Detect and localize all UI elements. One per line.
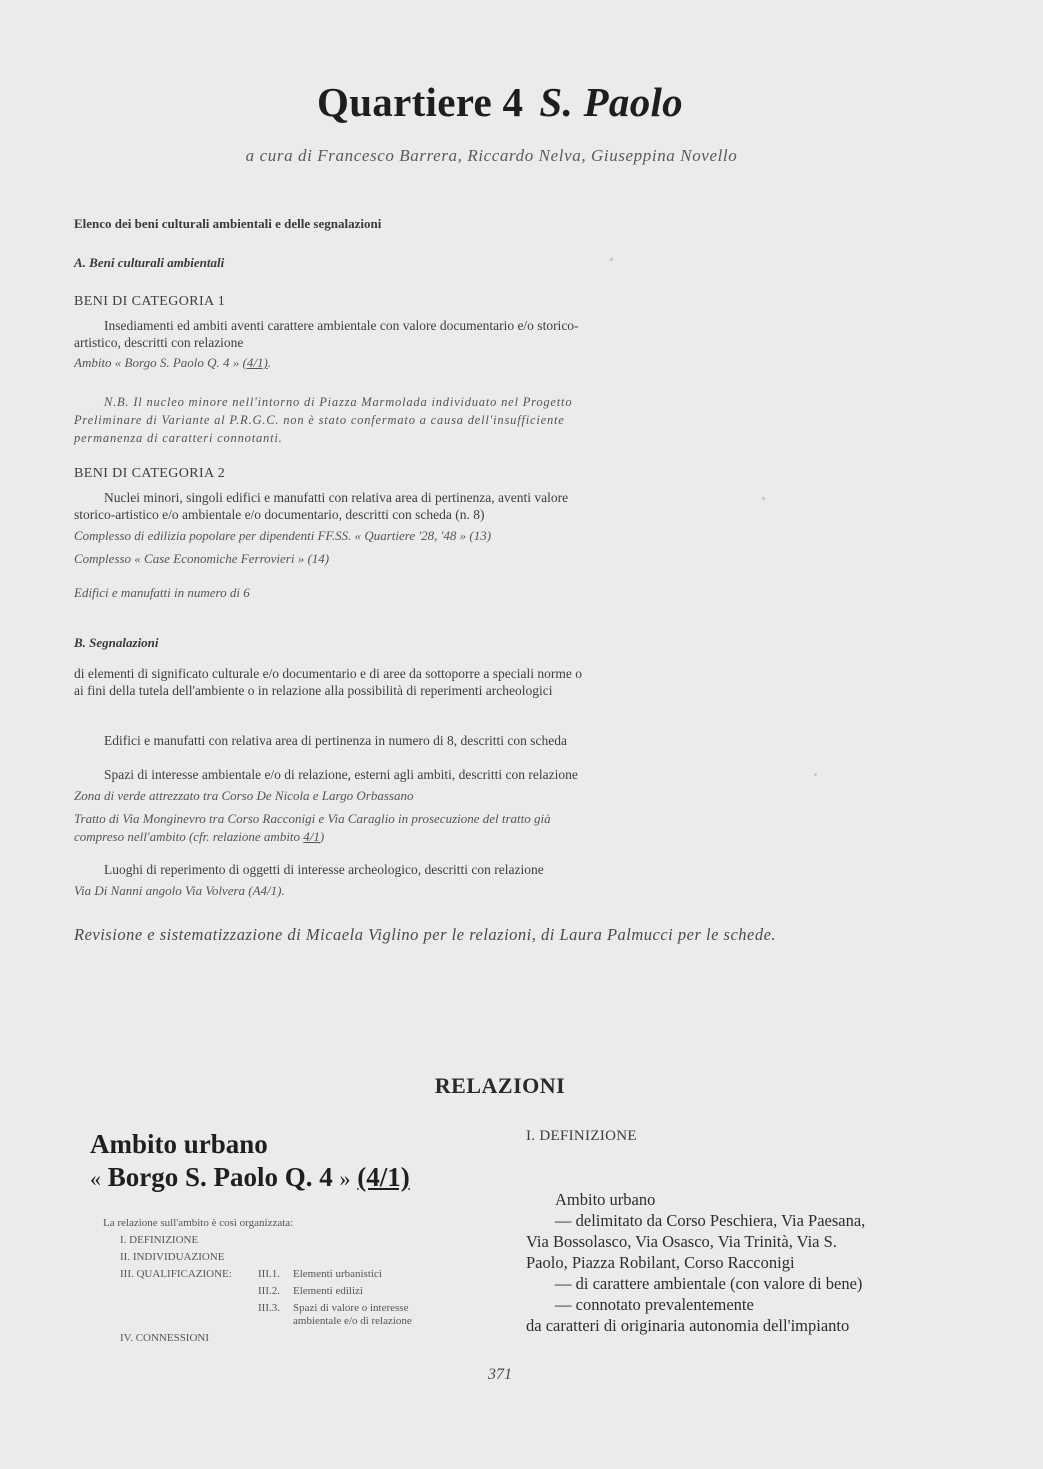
speck	[814, 773, 817, 776]
category-1-label: BENI DI CATEGORIA 1	[74, 294, 226, 309]
category-2-item: Complesso di edilizia popolare per dipendenti FF.SS. « Quartiere '28, '48 » (13)	[74, 528, 492, 543]
category-1-description	[74, 317, 674, 351]
toc-subitem-line: Spazi di valore o interesse	[293, 1302, 409, 1314]
toc-subitem-num: III.1.	[258, 1268, 280, 1280]
toc-subitem: Elementi urbanistici	[293, 1268, 382, 1280]
quote-open: «	[90, 1166, 101, 1191]
ambito-name: Borgo S. Paolo Q. 4	[107, 1162, 333, 1192]
toc-subitem-line: ambientale e/o di relazione	[293, 1315, 412, 1327]
category-1-desc-line: Insediamenti ed ambiti aventi carattere ambientale con valore documentario e/o storico-	[104, 318, 579, 333]
category-2-item: Complesso « Case Economiche Ferrovieri » (14)	[74, 551, 330, 566]
section-b-line: di elementi di significato culturale e/o documentario e di aree da sottoporre a speciali norme o	[74, 666, 582, 681]
page-title	[0, 78, 1000, 126]
authors-line: a cura di Francesco Barrera, Riccardo Nelva, Giuseppina Novello	[245, 146, 738, 165]
nb-note	[74, 393, 674, 447]
ambito-title-line: Ambito urbano	[90, 1129, 268, 1159]
section-a-heading: A. Beni culturali ambientali	[74, 255, 225, 270]
category-2-item: Edifici e manufatti in numero di 6	[74, 585, 250, 600]
item-text: Ambito « Borgo S. Paolo Q. 4 »	[74, 355, 243, 370]
ambito-title-line	[90, 1161, 410, 1195]
section-b-spazi: Spazi di interesse ambientale e/o di relazione, esterni agli ambiti, descritti con relazione	[104, 767, 578, 782]
toc-item: II. INDIVIDUAZIONE	[120, 1251, 225, 1263]
toc-subitem: Elementi edilizi	[293, 1285, 363, 1297]
revision-note: Revisione e sistematizzazione di Micaela Viglino per le relazioni, di Laura Palmucci per le schede.	[74, 925, 777, 944]
toc-intro: La relazione sull'ambito è così organizzata:	[103, 1217, 294, 1229]
definizione-line: — di carattere ambientale (con valore di bene)	[555, 1274, 863, 1293]
definizione-line: — delimitato da Corso Peschiera, Via Paesana,	[555, 1211, 866, 1230]
category-1-desc-line: artistico, descritti con relazione	[74, 335, 244, 350]
definizione-line: Ambito urbano	[555, 1190, 656, 1209]
definizione-line: da caratteri di originaria autonomia dell'impianto	[526, 1316, 850, 1335]
tratto-text: compreso nell'ambito (cfr. relazione ambito	[74, 829, 304, 844]
ambito-title	[90, 1128, 410, 1195]
relazioni-heading: RELAZIONI	[434, 1073, 566, 1098]
section-b-luoghi: Luoghi di reperimento di oggetti di interesse archeologico, descritti con relazione	[104, 862, 544, 877]
item-code: (4/1)	[242, 355, 268, 370]
definizione-line: Via Bossolasco, Via Osasco, Via Trinità, Via S.	[526, 1232, 837, 1251]
item-end: .	[267, 355, 272, 370]
toc-subitem-num: III.3.	[258, 1302, 280, 1314]
speck	[610, 258, 613, 261]
tratto-line	[74, 828, 694, 846]
toc-subitem-num: III.2.	[258, 1285, 280, 1297]
definizione-line: — connotato prevalentemente	[555, 1295, 754, 1314]
category-2-desc-line: storico-artistico e/o ambientale e/o documentario, descritti con scheda (n. 8)	[74, 507, 485, 522]
category-2-description	[74, 489, 674, 523]
toc-item: I. DEFINIZIONE	[120, 1234, 199, 1246]
definizione-body	[526, 1189, 934, 1336]
category-2-desc-line: Nuclei minori, singoli edifici e manufatti con relativa area di pertinenza, aventi valore	[104, 490, 569, 505]
definizione-heading: I. DEFINIZIONE	[526, 1128, 637, 1144]
tratto-end: )	[319, 829, 325, 844]
category-1-item	[74, 355, 271, 371]
ambito-code: (4/1)	[357, 1162, 410, 1192]
toc-subitem	[293, 1302, 412, 1328]
section-b-heading: B. Segnalazioni	[74, 635, 159, 650]
definizione-line: Paolo, Piazza Robilant, Corso Racconigi	[526, 1253, 795, 1272]
section-b-tratto	[74, 810, 694, 846]
page-number: 371	[488, 1366, 512, 1383]
nb-line: N.B. Il nucleo minore nell'intorno di Piazza Marmolada individuato nel Progetto	[104, 395, 573, 409]
quote-close: »	[339, 1166, 351, 1191]
speck	[762, 497, 765, 500]
tratto-line: Tratto di Via Monginevro tra Corso Racconigi e Via Caraglio in prosecuzione del tratto già	[74, 811, 551, 826]
section-b-via: Via Di Nanni angolo Via Volvera (A4/1).	[74, 883, 285, 898]
category-2-label: BENI DI CATEGORIA 2	[74, 466, 226, 481]
list-heading: Elenco dei beni culturali ambientali e delle segnalazioni	[74, 216, 382, 231]
section-b-edifici: Edifici e manufatti con relativa area di pertinenza in numero di 8, descritti con scheda	[104, 733, 567, 748]
section-b-line: ai fini della tutela dell'ambiente o in relazione alla possibilità di reperimenti archeologici	[74, 683, 553, 698]
section-b-intro	[74, 665, 694, 699]
toc-item: III. QUALIFICAZIONE:	[120, 1268, 232, 1280]
title-italic: S. Paolo	[539, 79, 683, 125]
nb-line: permanenza di caratteri connotanti.	[74, 431, 283, 445]
toc-item: IV. CONNESSIONI	[120, 1332, 210, 1344]
nb-line: Preliminare di Variante al P.R.G.C. non è stato confermato a causa dell'insufficiente	[74, 413, 565, 427]
section-b-zona: Zona di verde attrezzato tra Corso De Nicola e Largo Orbassano	[74, 788, 414, 803]
tratto-code: 4/1	[303, 829, 320, 844]
title-main: Quartiere 4	[317, 79, 524, 125]
